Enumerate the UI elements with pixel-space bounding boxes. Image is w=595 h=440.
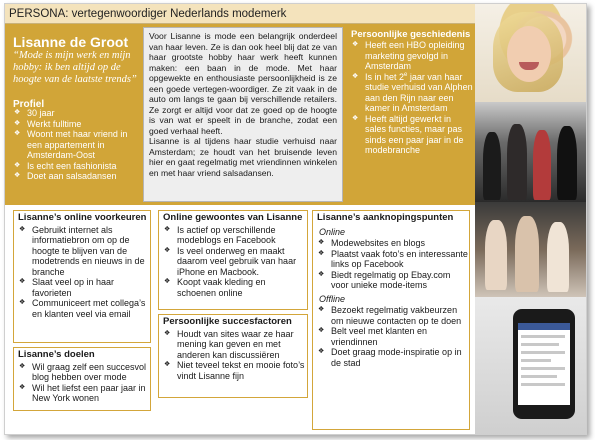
- online-touchpoints-list: [313, 238, 469, 291]
- person-figure: [483, 132, 501, 200]
- list-item: ❖ Plaatst vaak foto’s en interessante links op Facebook: [313, 249, 469, 270]
- phone-content-line: [521, 359, 551, 362]
- phone-content-line: [521, 335, 565, 338]
- street-fashion-photo: [475, 102, 587, 202]
- shopper-figure: [515, 216, 539, 292]
- touchpoints-heading: Lisanne’s aanknopingspunten: [317, 212, 454, 223]
- bio-paragraph: Voor Lisanne is mode een belangrijk onderdeel van haar leven. Ze is dan ook heel blij dat ze van haar grootste hobby haar werk heeft kunnen maken: een baan in de mode. Met haar opgewekte en enthousiaste persoonlijkheid is ze een goede vertegen-woordiger. Ze zit vaak in de auto om langs te gaan bij verschillende retailers. Ze zorgt er altijd voor dat ze goed op de hoogte is van wat er speelt in de branche, zodat een goed verhaal heeft.: [149, 31, 337, 136]
- shopping-photo: [475, 202, 587, 297]
- persona-name: Lisanne de Groot: [13, 34, 129, 50]
- list-item: ❖ Wil graag zelf een succesvol blog hebben over mode: [14, 362, 150, 383]
- list-item: ❖ Niet teveel tekst en mooie foto’s vindt Lisanne fijn: [159, 360, 307, 381]
- phone-content-line: [521, 375, 557, 378]
- profile-heading: Profiel: [13, 99, 45, 110]
- online-habits-heading: Online gewoontes van Lisanne: [163, 212, 303, 223]
- person-figure: [557, 126, 577, 200]
- offline-touchpoints-list: [313, 305, 469, 368]
- list-item: ❖ Slaat veel op in haar favorieten: [14, 277, 150, 298]
- online-subheading: Online: [319, 226, 346, 237]
- online-preferences-box: [13, 210, 151, 343]
- offline-subheading: Offline: [319, 293, 346, 304]
- background-item-text: jaar van haar studie verhuisd van Alphen aan den Rijn naar een kamer in Amsterdam: [365, 71, 473, 113]
- phone-content-line: [521, 351, 565, 354]
- list-item: ❖ Bezoekt regelmatig vakbeurzen om nieuwe contacten op te doen: [313, 305, 469, 326]
- shopper-figure: [485, 220, 507, 290]
- photo-collage: [475, 4, 587, 435]
- profile-item: ❖ Doet aan salsadansen: [11, 171, 139, 182]
- success-factors-list: [159, 329, 307, 382]
- page-title: PERSONA: vertegenwoordiger Nederlands modemerk: [5, 4, 475, 24]
- background-item-text: Is in het 2: [365, 71, 405, 82]
- bio-paragraph: Lisanne is al tijdens haar studie verhuisd naar Amsterdam; ze houdt van het bruisende leven hier en gaat regelmatig met vriendinnen winkelen en met haar vriend salsadansen.: [149, 136, 337, 178]
- list-item: ❖ Is actief op verschillende modeblogs en Facebook: [159, 225, 307, 246]
- list-item: ❖ Doet graag mode-inspiratie op in de stad: [313, 347, 469, 368]
- profile-item: ❖ Is echt een fashionista: [11, 161, 139, 172]
- ordinal-suffix: e: [404, 71, 408, 78]
- portrait-photo: [475, 4, 587, 102]
- phone-content-line: [521, 367, 565, 370]
- background-item: ❖ Heeft een HBO opleiding marketing gevolgd in Amsterdam: [349, 40, 473, 72]
- online-habits-list: [159, 225, 307, 299]
- list-item: ❖ Belt veel met klanten en vriendinnen: [313, 326, 469, 347]
- online-preferences-heading: Lisanne’s online voorkeuren: [18, 212, 147, 223]
- person-figure: [533, 130, 551, 200]
- persona-quote: “Mode is mijn werk en mijn hobby: ik ben altijd op de hoogte van de laatste trends”: [13, 50, 137, 85]
- success-factors-box: [158, 314, 308, 398]
- phone-content-line: [521, 343, 559, 346]
- list-item: ❖ Is veel onderweg en maakt daarom veel gebruik van haar iPhone en Macbook.: [159, 246, 307, 278]
- portrait-face-shape: [507, 26, 551, 82]
- profile-item: ❖ Woont met haar vriend in een appartement in Amsterdam-Oost: [11, 129, 139, 161]
- list-item: ❖ Biedt regelmatig op Ebay.com voor unieke mode-items: [313, 270, 469, 291]
- profile-list: [11, 108, 139, 182]
- goals-box: [13, 347, 151, 411]
- background-item: [349, 72, 473, 114]
- facebook-phone-photo: [475, 297, 587, 435]
- success-factors-heading: Persoonlijke succesfactoren: [163, 316, 292, 327]
- background-list: [349, 40, 473, 156]
- list-item: ❖ Koopt vaak kleding en schoenen online: [159, 277, 307, 298]
- list-item: ❖ Communiceert met collega’s en klanten veel via email: [14, 298, 150, 319]
- background-item: ❖ Heeft altijd gewerkt in sales functies, maar pas sinds een paar jaar in de modebranche: [349, 114, 473, 156]
- online-preferences-list: [14, 225, 150, 320]
- bio-text-box: [143, 27, 343, 202]
- list-item: ❖ Gebruikt internet als informatiebron om op de hoogte te blijven van de modetrends en nieuws in de branche: [14, 225, 150, 278]
- phone-device: [513, 309, 575, 419]
- list-item: ❖ Houdt van sites waar ze haar mening kan geven en met anderen kan discussiëren: [159, 329, 307, 361]
- list-item: ❖ Modewebsites en blogs: [313, 238, 469, 249]
- phone-app-header: [518, 323, 570, 330]
- profile-item: ❖ 30 jaar: [11, 108, 139, 119]
- phone-screen: [518, 323, 570, 405]
- phone-content-line: [521, 383, 565, 386]
- online-habits-box: [158, 210, 308, 310]
- persona-sheet: [4, 3, 587, 435]
- background-heading: Persoonlijke geschiedenis: [351, 29, 471, 40]
- goals-list: [14, 362, 150, 404]
- list-item: ❖ Wil het liefst een paar jaar in New York wonen: [14, 383, 150, 404]
- person-figure: [507, 124, 527, 200]
- goals-heading: Lisanne’s doelen: [18, 349, 95, 360]
- shopper-figure: [547, 222, 569, 292]
- profile-item: ❖ Werkt fulltime: [11, 119, 139, 130]
- touchpoints-box: [312, 210, 470, 430]
